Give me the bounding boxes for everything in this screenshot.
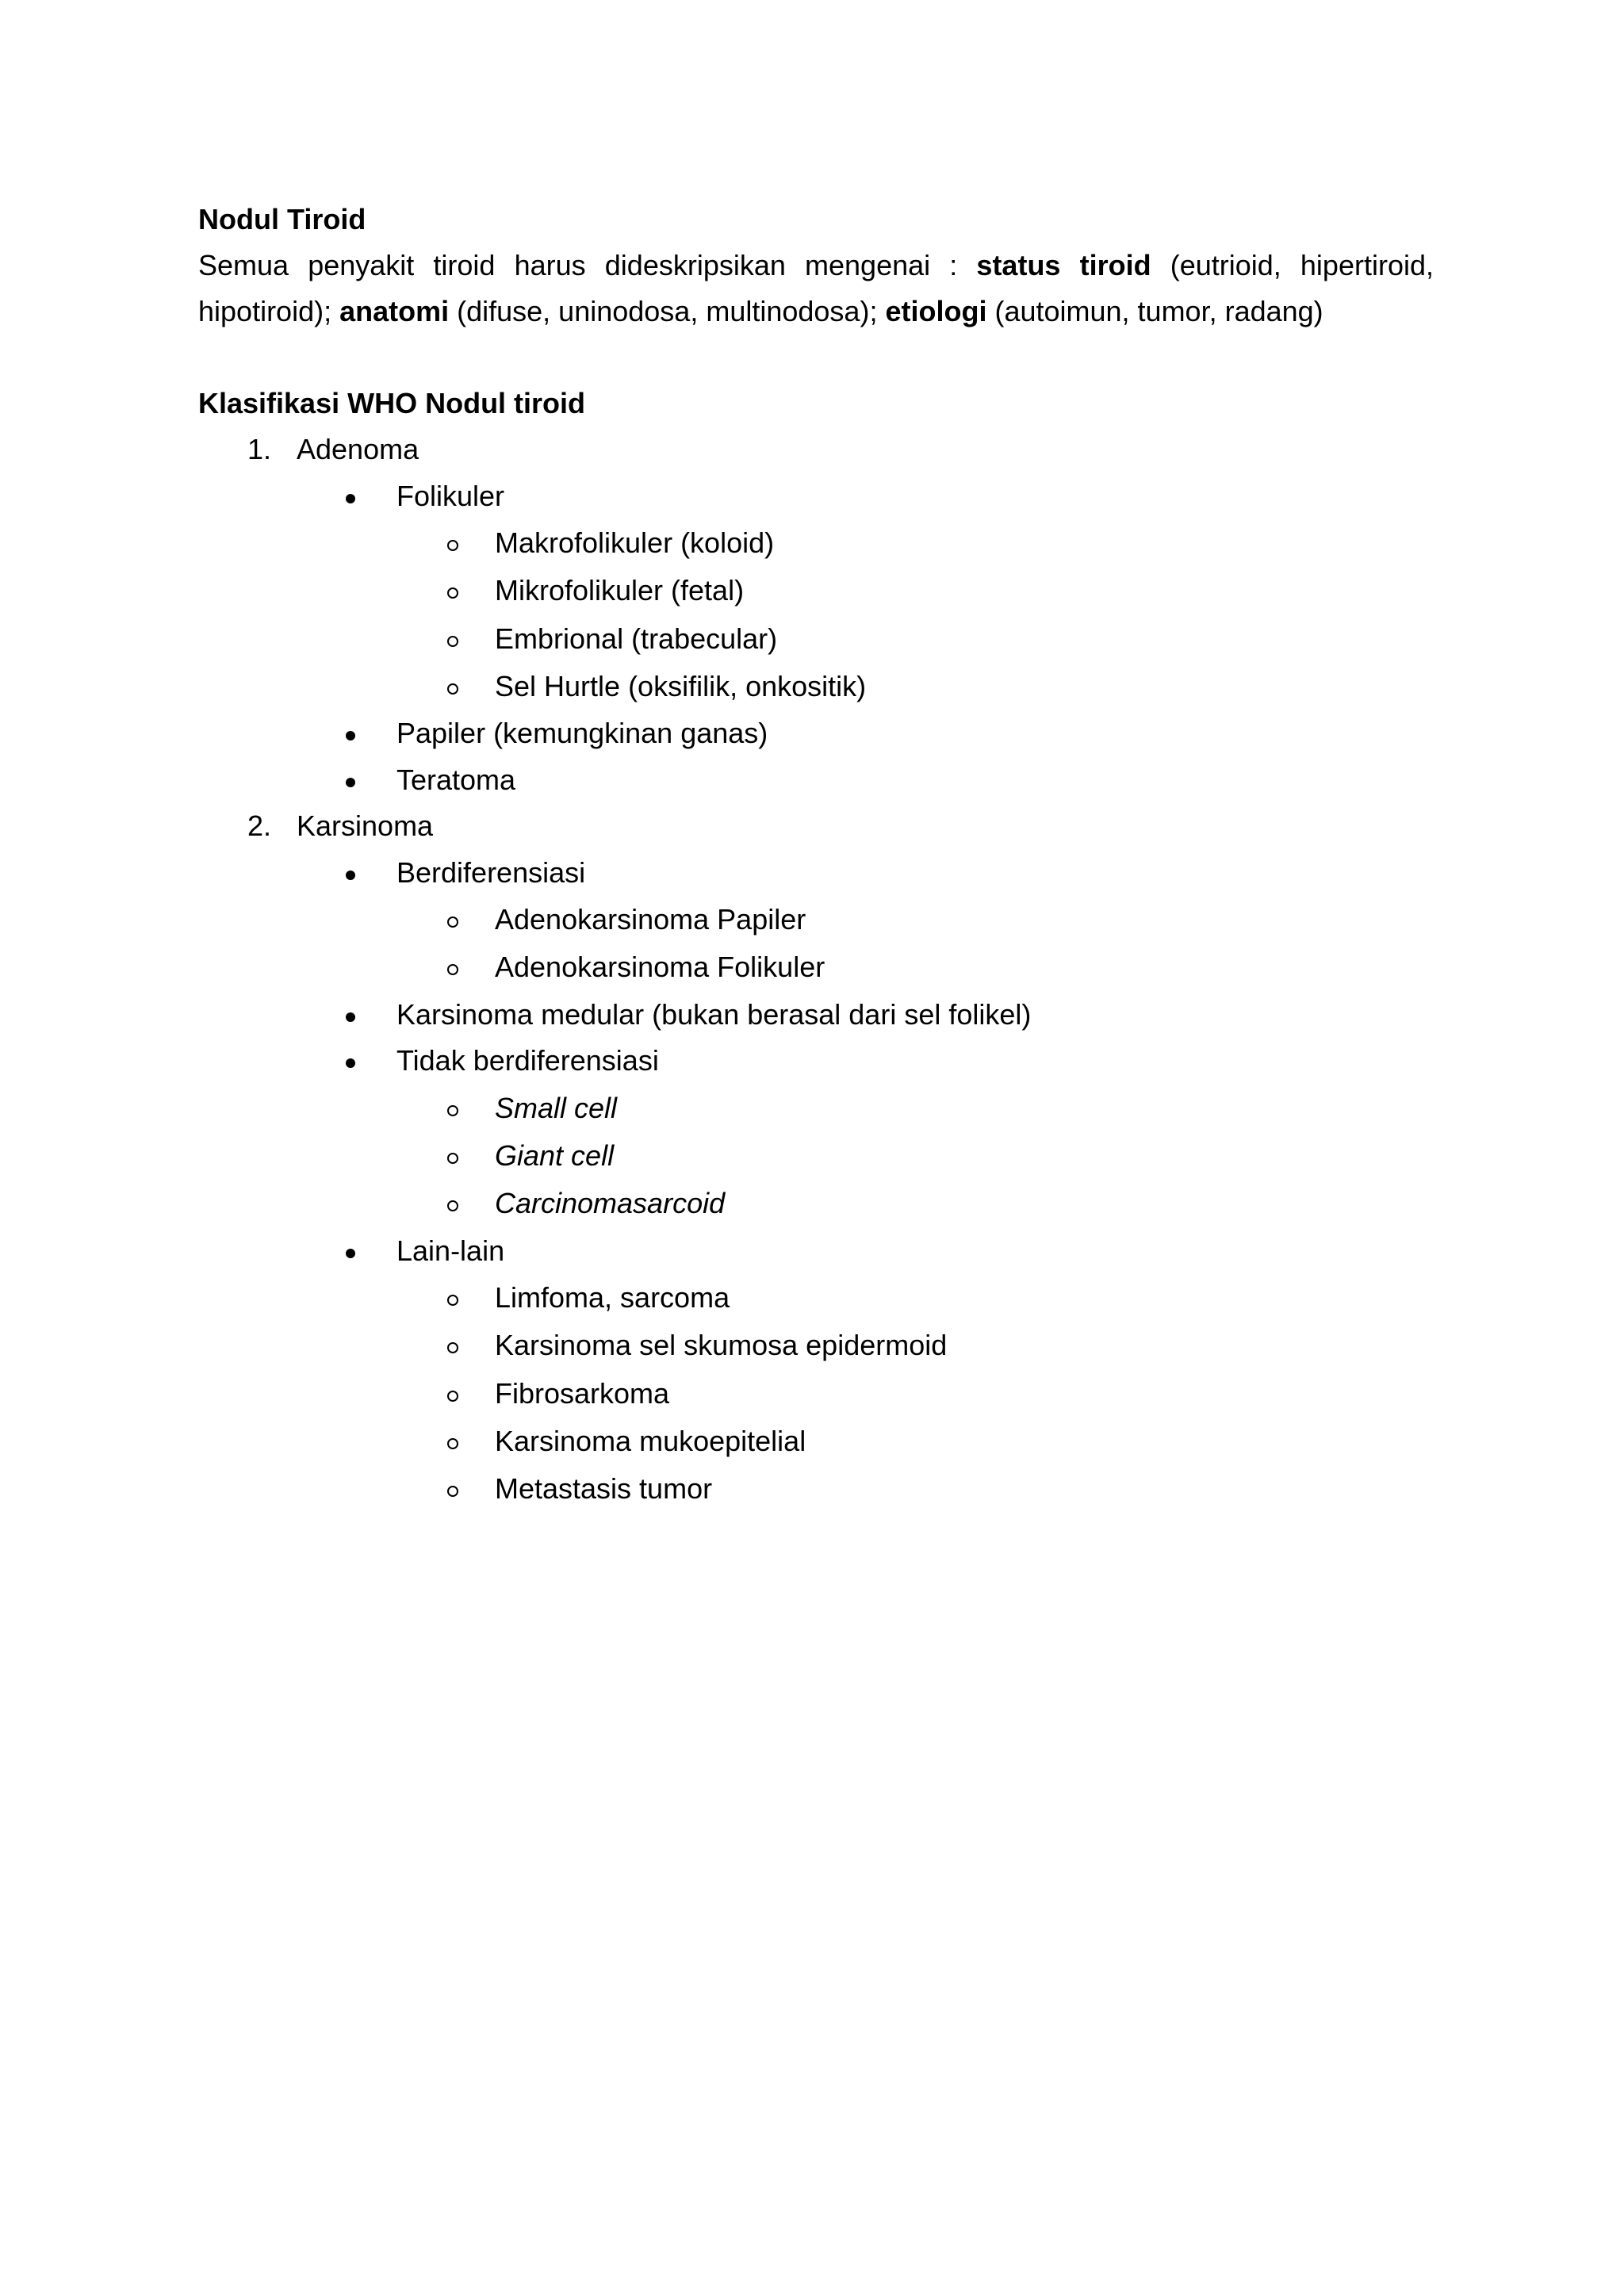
- list-item-text: Giant cell: [495, 1139, 615, 1173]
- circle-bullet-icon: [447, 1295, 458, 1306]
- list-item-text: Karsinoma: [297, 809, 434, 843]
- list-item: [198, 473, 1434, 520]
- list-item-text: Papiler (kemungkinan ganas): [396, 717, 768, 750]
- classification-heading: Klasifikasi WHO Nodul tiroid: [198, 387, 586, 419]
- list-number: 1.: [247, 433, 272, 465]
- bullet-icon: [346, 1058, 355, 1068]
- list-item: [198, 803, 1434, 850]
- list-item-text: Sel Hurtle (oksifilik, onkositik): [495, 669, 867, 702]
- list-item-text: Adenoma: [297, 433, 419, 465]
- intro-text-4: (autoimun, tumor, radang): [986, 295, 1323, 327]
- list-item: [198, 1322, 1434, 1369]
- list-item-text: Adenokarsinoma Papiler: [495, 903, 806, 936]
- circle-bullet-icon: [447, 587, 458, 599]
- circle-bullet-icon: [447, 916, 458, 928]
- paragraph-spacer: [198, 335, 1434, 381]
- bullet-icon: [346, 1012, 355, 1022]
- bullet-icon: [346, 1249, 355, 1258]
- list-item-text: Karsinoma medular (bukan berasal dari sel folikel): [396, 997, 1032, 1031]
- circle-bullet-icon: [447, 636, 458, 647]
- list-item-text: Adenokarsinoma Folikuler: [495, 951, 825, 984]
- intro-bold-anatomi: anatomi: [339, 295, 450, 327]
- list-item: [198, 1370, 1434, 1418]
- circle-bullet-icon: [447, 1105, 458, 1116]
- list-item-text: Karsinoma mukoepitelial: [495, 1425, 806, 1458]
- document-title: Nodul Tiroid: [198, 203, 366, 235]
- list-item: [198, 519, 1434, 567]
- list-item-text: Fibrosarkoma: [495, 1376, 670, 1410]
- list-item-text: Embrional (trabecular): [495, 622, 778, 655]
- list-item: [198, 943, 1434, 991]
- bullet-icon: [346, 494, 355, 503]
- document-page: [198, 197, 1434, 1513]
- bullet-icon: [346, 778, 355, 787]
- list-item-text: Teratoma: [396, 763, 516, 796]
- intro-paragraph: [198, 243, 1434, 335]
- circle-bullet-icon: [447, 1153, 458, 1164]
- list-item-text: Metastasis tumor: [495, 1472, 713, 1506]
- classification-list: [198, 427, 1434, 1513]
- intro-bold-etiologi: etiologi: [885, 295, 987, 327]
- list-item: [198, 1085, 1434, 1132]
- circle-bullet-icon: [447, 540, 458, 551]
- intro-text-2: (eutrioid, hipertiroid, hipotiroid);: [198, 249, 1434, 327]
- list-item-text: Lain-lain: [396, 1234, 505, 1267]
- intro-text-3: (difuse, uninodosa, multinodosa);: [449, 295, 886, 327]
- list-item: [198, 615, 1434, 663]
- list-item: [198, 1274, 1434, 1322]
- circle-bullet-icon: [447, 1486, 458, 1497]
- circle-bullet-icon: [447, 964, 458, 975]
- list-item-text: Small cell: [495, 1091, 618, 1124]
- list-item: [198, 663, 1434, 710]
- list-item-text: Makrofolikuler (koloid): [495, 526, 775, 559]
- list-item: [198, 992, 1434, 1039]
- list-item-text: Carcinomasarcoid: [495, 1187, 726, 1220]
- bullet-icon: [346, 731, 355, 740]
- circle-bullet-icon: [447, 683, 458, 695]
- list-item: [198, 896, 1434, 943]
- intro-bold-status-tiroid: status tiroid: [976, 249, 1151, 281]
- list-item: [198, 710, 1434, 757]
- circle-bullet-icon: [447, 1438, 458, 1449]
- circle-bullet-icon: [447, 1200, 458, 1211]
- list-number: 2.: [247, 809, 272, 843]
- intro-text-1: Semua penyakit tiroid harus dideskripsikan mengenai :: [198, 249, 977, 281]
- list-item: [198, 427, 1434, 473]
- list-item: [198, 1228, 1434, 1275]
- list-item: [198, 1132, 1434, 1180]
- list-item: [198, 850, 1434, 897]
- list-item: [198, 1038, 1434, 1085]
- list-item: [198, 757, 1434, 804]
- list-item-text: Mikrofolikuler (fetal): [495, 574, 745, 607]
- list-item: [198, 1465, 1434, 1513]
- list-item: [198, 567, 1434, 614]
- list-item-text: Folikuler: [396, 479, 505, 512]
- list-item-text: Limfoma, sarcoma: [495, 1281, 730, 1314]
- list-item: [198, 1418, 1434, 1465]
- list-item-text: Karsinoma sel skumosa epidermoid: [495, 1329, 948, 1362]
- list-item-text: Berdiferensiasi: [396, 855, 586, 889]
- circle-bullet-icon: [447, 1342, 458, 1353]
- bullet-icon: [346, 871, 355, 880]
- circle-bullet-icon: [447, 1391, 458, 1402]
- list-item-text: Tidak berdiferensiasi: [396, 1044, 659, 1077]
- list-item: [198, 1180, 1434, 1227]
